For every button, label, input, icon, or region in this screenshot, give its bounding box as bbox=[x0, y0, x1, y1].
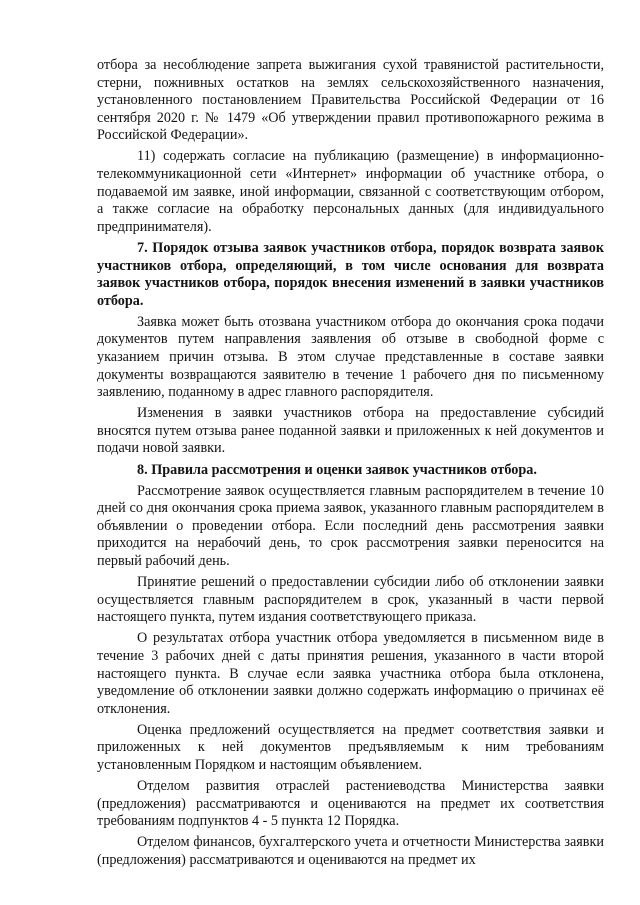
paragraph-review: Рассмотрение заявок осуществляется главным распорядителем в течение 10 дней со дня окончания срока приема заявок, указанного главным распорядителем в объявлении о проведении отбора. Если последний день рассмотрения заявки приходится на нерабочий день, то срок рассмотрения заявки переносится на первый рабочий день. bbox=[97, 482, 604, 570]
section-heading-8: 8. Правила рассмотрения и оценки заявок участников отбора. bbox=[137, 461, 537, 478]
section-heading-7: 7. Порядок отзыва заявок участников отбора, порядок возврата заявок участников отбора, определяющий, в том числе основания для возврата заявок участников отбора, порядок внесения изменений в заявки участников отбора. bbox=[97, 239, 604, 309]
paragraph-finance-department: Отделом финансов, бухгалтерского учета и отчетности Министерства заявки (предложения) рассматриваются и оцениваются на предмет их bbox=[97, 834, 604, 869]
paragraph-changes: Изменения в заявки участников отбора на предоставление субсидий вносятся путем отзыва ранее поданной заявки и приложенных к ней документов и подачи новой заявки. bbox=[97, 405, 604, 457]
paragraph-notification: О результатах отбора участник отбора уведомляется в письменном виде в течение 3 рабочих дней с даты принятия решения, указанного в части второй настоящего пункта. В случае если заявка участника отбора была отклонена, уведомление об отклонении заявки должно содержать информацию о причинах её отклонения. bbox=[97, 630, 604, 717]
paragraph-item-11: 11) содержать согласие на публикацию (размещение) в информационно-телекоммуникационной сети «Интернет» информации об участнике отбора, о подаваемой им заявке, иной информации, связанной с соответствующим отбором, а также согласие на обработку персональных данных (для индивидуального предпринимателя). bbox=[97, 148, 604, 235]
paragraph-decision: Принятие решений о предоставлении субсидии либо об отклонении заявки осуществляется главным распорядителем в срок, указанный в части первой настоящего пункта, путем издания соответствующего приказа. bbox=[97, 574, 604, 626]
paragraph-crop-department: Отделом развития отраслей растениеводства Министерства заявки (предложения) рассматриваются и оцениваются на предмет их соответствия требованиям подпунктов 4 - 5 пункта 12 Порядка. bbox=[97, 778, 604, 830]
paragraph-withdrawal: Заявка может быть отозвана участником отбора до окончания срока подачи документов путем направления заявления об отзыве в свободной форме с указанием причин отзыва. В этом случае представленные в составе заявки документы возвращаются заявителю в течение 1 рабочего дня по письменному заявлению, поданному в адрес главного распорядителя. bbox=[97, 313, 604, 401]
paragraph-evaluation: Оценка предложений осуществляется на предмет соответствия заявки и приложенных к ней документов предъявляемым к ним требованиям установленным Порядком и настоящим объявлением. bbox=[97, 721, 604, 774]
paragraph-continuation: отбора за несоблюдение запрета выжигания сухой травянистой растительности, стерни, пожнивных остатков на землях сельскохозяйственного назначения, установленного постановлением Правительства Российской Федерации от 16 сентября 2020 г. № 1479 «Об утверждении правил противопожарного режима в Российской Федерации». bbox=[97, 57, 604, 144]
